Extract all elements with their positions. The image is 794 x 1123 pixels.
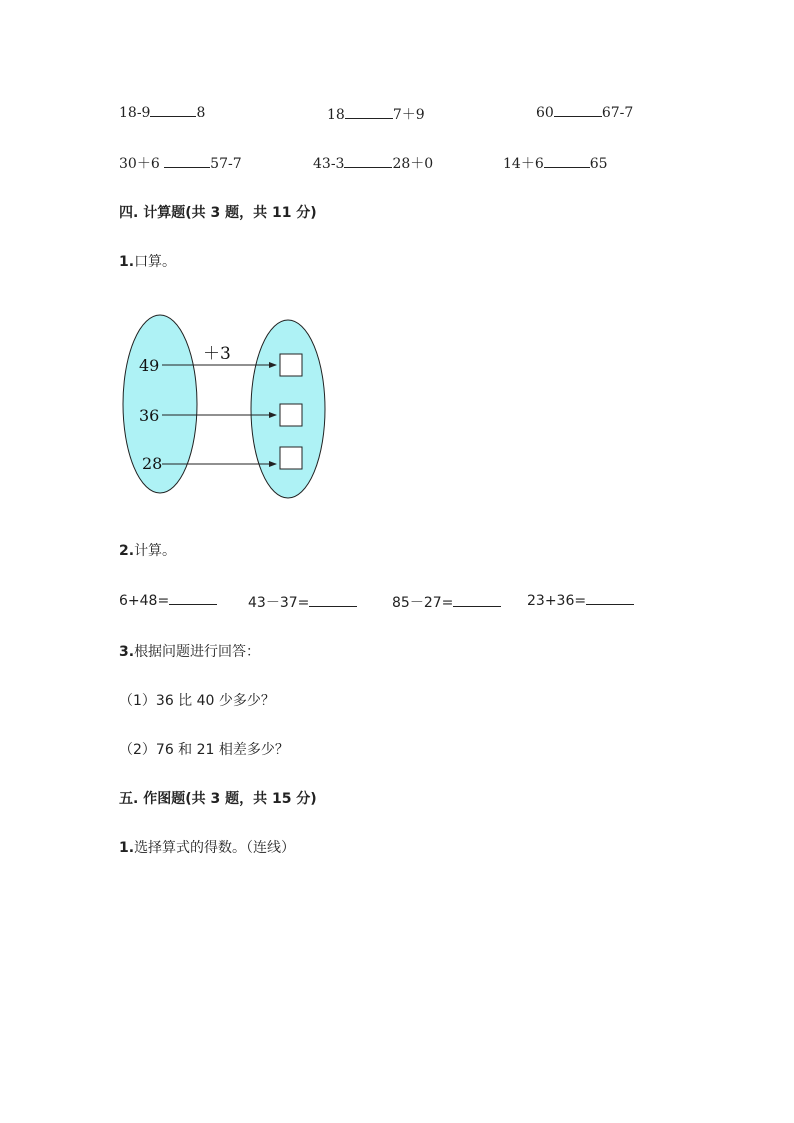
question-text: 计算。 <box>134 543 177 559</box>
question-4-2 <box>119 540 176 560</box>
compare-item-5 <box>313 153 433 173</box>
sub-question-2: （2）76 和 21 相差多少？ <box>119 742 289 758</box>
question-number: 3. <box>119 644 135 660</box>
compare-left: 18 <box>327 107 345 123</box>
calc-expression: 23+36= <box>527 593 587 609</box>
compare-left: 18-9 <box>119 105 151 121</box>
answer-blank[interactable] <box>544 155 590 168</box>
compare-item-1 <box>119 104 205 121</box>
operator-label: ＋3 <box>203 344 231 364</box>
compare-left: 30＋6 <box>119 156 165 172</box>
answer-box-2[interactable] <box>280 404 302 426</box>
question-number: 1. <box>119 254 135 270</box>
compare-left: 60 <box>536 105 554 121</box>
question-text: 选择算式的得数。（连线） <box>134 840 296 856</box>
compare-item-6 <box>503 153 608 173</box>
compare-right: 65 <box>589 156 608 172</box>
answer-blank[interactable] <box>150 104 196 117</box>
answer-blank[interactable] <box>345 106 393 119</box>
question-number: 2. <box>119 543 135 559</box>
question-5-1 <box>119 837 295 857</box>
calc-expression: 43－37= <box>248 595 310 611</box>
compare-item-3 <box>536 104 633 121</box>
answer-blank[interactable] <box>309 594 357 607</box>
answer-blank[interactable] <box>169 592 217 605</box>
calc-item-1 <box>119 592 217 609</box>
answer-box-1[interactable] <box>280 354 302 376</box>
answer-blank[interactable] <box>344 155 392 168</box>
question-number: 1. <box>119 840 135 856</box>
mapping-diagram <box>110 305 340 505</box>
compare-right: 7＋9 <box>392 107 425 123</box>
question-text: 根据问题进行回答： <box>134 644 261 660</box>
calc-expression: 85－27= <box>392 595 454 611</box>
calc-expression: 6+48= <box>119 593 170 609</box>
answer-blank[interactable] <box>453 594 501 607</box>
compare-right: 67-7 <box>601 105 634 121</box>
input-value-3: 28 <box>142 454 163 473</box>
sub-question-1: （1）36 比 40 少多少？ <box>119 693 275 709</box>
compare-item-4 <box>119 153 242 173</box>
question-text: 口算。 <box>134 254 177 270</box>
compare-item-2 <box>327 104 425 124</box>
input-value-2: 36 <box>139 406 160 425</box>
answer-blank[interactable] <box>554 104 602 117</box>
question-4-3 <box>119 641 260 661</box>
input-value-1: 49 <box>139 356 160 375</box>
answer-blank[interactable] <box>586 592 634 605</box>
question-4-1 <box>119 251 176 271</box>
calc-item-4 <box>527 592 634 609</box>
compare-left: 14＋6 <box>503 156 544 172</box>
calc-item-3 <box>392 592 501 612</box>
calc-item-2 <box>248 592 357 612</box>
answer-blank[interactable] <box>164 155 210 168</box>
compare-right: 57-7 <box>210 156 242 172</box>
section-4-title: 四. 计算题(共 3 题，共 11 分) <box>119 205 317 221</box>
compare-right: 8 <box>196 105 206 121</box>
compare-right: 28＋0 <box>392 156 434 172</box>
compare-left: 43-3 <box>313 156 345 172</box>
answer-box-3[interactable] <box>280 447 302 469</box>
section-5-title: 五. 作图题(共 3 题，共 15 分) <box>119 791 317 807</box>
